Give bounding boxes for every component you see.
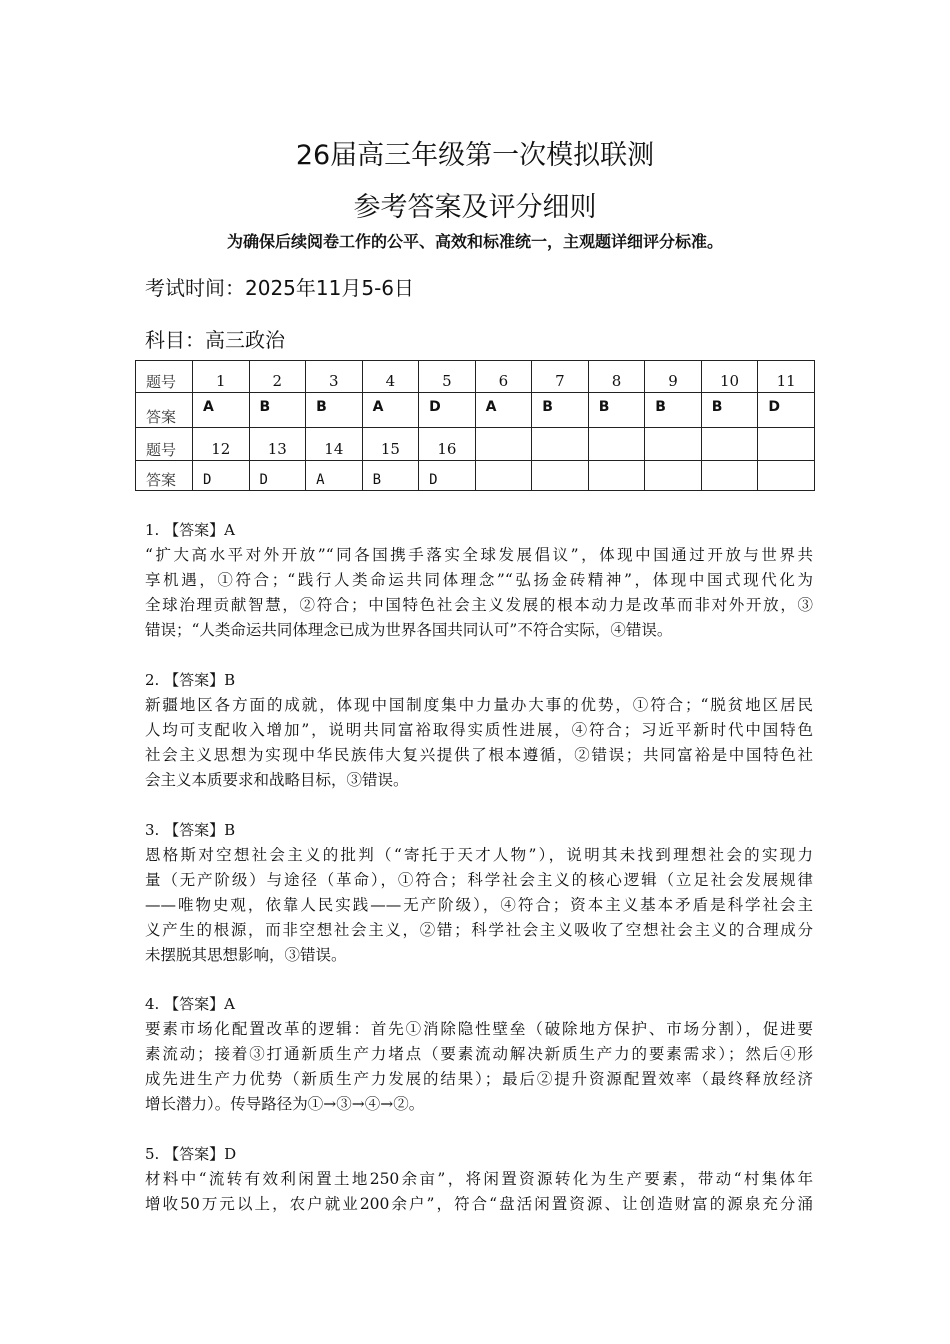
- explanation-line: 材料中“流转有效利闲置土地250余亩”，将闲置资源转化为生产要素，带动“村集体年: [145, 1170, 813, 1188]
- explanation-line: 要素市场化配置改革的逻辑：首先①消除隐性壁垒（破除地方保护、市场分割），促进要: [145, 1020, 813, 1038]
- answer-cell: [758, 461, 815, 491]
- explanation-line: 成先进生产力优势（新质生产力发展的结果）；最后②提升资源配置效率（最终释放经济: [145, 1070, 813, 1088]
- explanation-line: “扩大高水平对外开放”“同各国携手落实全球发展倡议”，体现中国通过开放与世界共: [145, 546, 813, 564]
- answer-cell: A: [362, 393, 419, 428]
- question-number-row: [136, 428, 815, 461]
- question-explanation: [145, 818, 813, 968]
- answer-cell: D: [419, 393, 476, 428]
- question-number: 7: [532, 361, 589, 393]
- answer-cell: [645, 461, 702, 491]
- explanation-line: 义产生的根源，而非空想社会主义，②错；科学社会主义吸收了空想社会主义的合理成分: [145, 921, 813, 939]
- answer-cell: [475, 461, 532, 491]
- row-label: 题号: [136, 428, 193, 461]
- answer-cell: B: [645, 393, 702, 428]
- explanation-line: 享机遇，①符合；“践行人类命运共同体理念”“弘扬金砖精神”，体现中国式现代化为: [145, 571, 813, 589]
- question-number: [532, 428, 589, 461]
- answer-cell: A: [306, 461, 363, 491]
- answer-heading: 1. 【答案】A: [145, 521, 235, 539]
- answer-cell: B: [306, 393, 363, 428]
- answer-row: [136, 393, 815, 428]
- question-number: [758, 428, 815, 461]
- explanation-line: 社会主义思想为实现中华民族伟大复兴提供了根本遵循，②错误；共同富裕是中国特色社: [145, 746, 813, 764]
- question-number: [588, 428, 645, 461]
- answer-heading: 5. 【答案】D: [145, 1145, 237, 1163]
- answer-heading: 2. 【答案】B: [145, 671, 236, 689]
- explanation-line: 错误；“人类命运共同体理念已成为世界各国共同认可”不符合实际，④错误。: [145, 621, 673, 639]
- answer-cell: [701, 461, 758, 491]
- answer-cell: D: [193, 461, 250, 491]
- question-explanation: [145, 668, 813, 793]
- answer-cell: B: [701, 393, 758, 428]
- question-number: 9: [645, 361, 702, 393]
- explanation-line: 新疆地区各方面的成就，体现中国制度集中力量办大事的优势，①符合；“脱贫地区居民: [145, 696, 813, 714]
- question-number: 6: [475, 361, 532, 393]
- row-label: 题号: [136, 361, 193, 393]
- answer-cell: B: [588, 393, 645, 428]
- question-number: 13: [249, 428, 306, 461]
- explanation-line: 增长潜力）。传导路径为①→③→④→②。: [145, 1095, 425, 1113]
- answer-heading: 3. 【答案】B: [145, 821, 236, 839]
- question-number: 4: [362, 361, 419, 393]
- answer-cell: B: [532, 393, 589, 428]
- answer-cell: A: [193, 393, 250, 428]
- exam-time: 考试时间：2025年11月5-6日: [145, 276, 415, 300]
- question-explanation: [145, 518, 813, 643]
- explanation-line: 量（无产阶级）与途径（革命），①符合；科学社会主义的核心逻辑（立足社会发展规律: [145, 871, 813, 889]
- row-label: 答案: [136, 461, 193, 491]
- explanation-line: ——唯物史观，依靠人民实践——无产阶级），④符合；资本主义基本矛盾是科学社会主: [145, 896, 813, 914]
- question-number: [645, 428, 702, 461]
- explanation-line: 增收50万元以上，农户就业200余户”，符合“盘活闲置资源、让创造财富的源泉充分涌: [145, 1195, 813, 1213]
- answer-table: [135, 360, 815, 491]
- explanation-line: 恩格斯对空想社会主义的批判（“寄托于天才人物”），说明其未找到理想社会的实现力: [145, 846, 813, 864]
- question-number: 12: [193, 428, 250, 461]
- answer-cell: D: [758, 393, 815, 428]
- question-number: 3: [306, 361, 363, 393]
- question-explanation: [145, 992, 813, 1117]
- grading-note: 为确保后续阅卷工作的公平、高效和标准统一，主观题详细评分标准。: [226, 232, 723, 251]
- document-title: 26届高三年级第一次模拟联测: [295, 140, 655, 171]
- question-number: 11: [758, 361, 815, 393]
- answer-row: [136, 461, 815, 491]
- answer-cell: [532, 461, 589, 491]
- answer-cell: [588, 461, 645, 491]
- row-label: 答案: [136, 393, 193, 428]
- question-number: 2: [249, 361, 306, 393]
- question-number: 14: [306, 428, 363, 461]
- question-number: 16: [419, 428, 476, 461]
- answer-cell: B: [362, 461, 419, 491]
- document-subtitle: 参考答案及评分细则: [353, 192, 597, 223]
- question-number: 8: [588, 361, 645, 393]
- question-number: [475, 428, 532, 461]
- question-explanation: [145, 1142, 813, 1217]
- answer-cell: B: [249, 393, 306, 428]
- answer-cell: D: [419, 461, 476, 491]
- question-number: 15: [362, 428, 419, 461]
- explanation-line: 全球治理贡献智慧，②符合；中国特色社会主义发展的根本动力是改革而非对外开放，③: [145, 596, 813, 614]
- explanation-line: 人均可支配收入增加”，说明共同富裕取得实质性进展，④符合；习近平新时代中国特色: [145, 721, 813, 739]
- answer-heading: 4. 【答案】A: [145, 995, 235, 1013]
- explanation-line: 会主义本质要求和战略目标，③错误。: [145, 771, 409, 789]
- question-number-row: [136, 361, 815, 393]
- question-number: 10: [701, 361, 758, 393]
- explanation-line: 素流动；接着③打通新质生产力堵点（要素流动解决新质生产力的要素需求）；然后④形: [145, 1045, 813, 1063]
- subject: 科目：高三政治: [145, 328, 285, 352]
- question-number: [701, 428, 758, 461]
- question-number: 5: [419, 361, 476, 393]
- question-number: 1: [193, 361, 250, 393]
- answer-cell: D: [249, 461, 306, 491]
- explanation-line: 未摆脱其思想影响，③错误。: [145, 946, 347, 964]
- answer-cell: A: [475, 393, 532, 428]
